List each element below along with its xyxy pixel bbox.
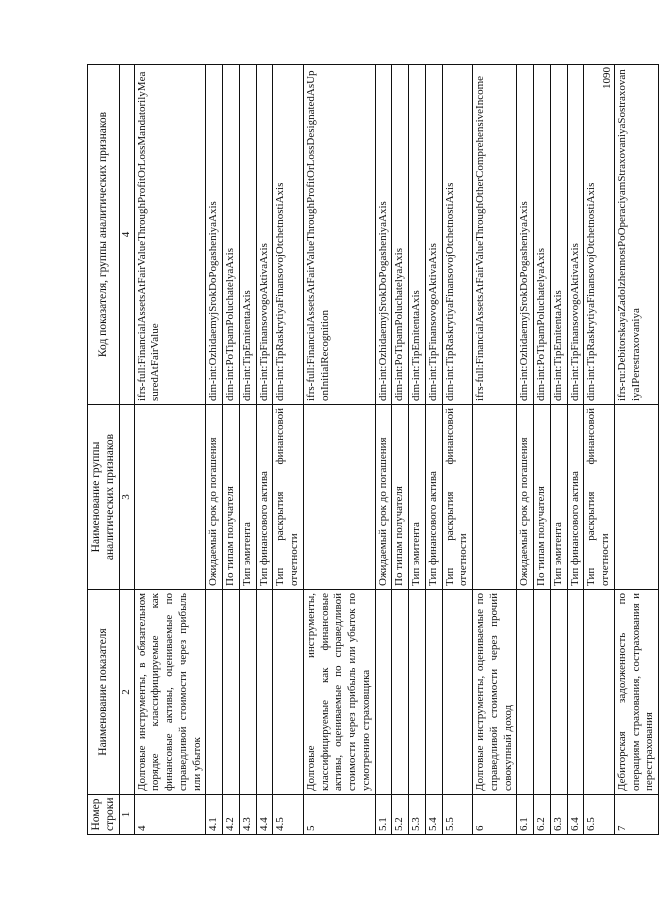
group-name-cell: Тип раскрытия финансовой отчетности <box>584 405 615 590</box>
indicator-code-cell: dim-int:TipRaskrytiyaFinansovojOtchetnostiAxis <box>273 65 304 405</box>
indicator-table <box>87 64 659 835</box>
table-row <box>517 65 534 835</box>
column-number: 3 <box>119 405 134 590</box>
indicator-name-cell <box>425 590 442 795</box>
indicator-name-cell <box>273 590 304 795</box>
row-number-cell: 4.3 <box>239 795 256 835</box>
indicator-code-cell: dim-int:PoTipamPoluchatelyaAxis <box>223 65 240 405</box>
group-name-cell: Тип эмитента <box>409 405 426 590</box>
indicator-code-cell: dim-int:TipFinansovogoAktivaAxis <box>256 65 273 405</box>
indicator-code-cell: dim-int:TipEmitentaAxis <box>550 65 567 405</box>
table-row <box>425 65 442 835</box>
table-row <box>584 65 615 835</box>
group-name-cell: Ожидаемый срок до погашения <box>375 405 392 590</box>
indicator-name-cell <box>584 590 615 795</box>
indicator-name-cell <box>392 590 409 795</box>
indicator-name-cell: Долговые инструменты, классифицируемые как финансовые активы, оцениваемые по справедливой стоимости через прибыль или убыток по усмотрению страховщика <box>303 590 375 795</box>
row-number-cell: 4.1 <box>206 795 223 835</box>
indicator-code-cell: dim-int:OzhidaemyjSrokDoPogasheniyaAxis <box>206 65 223 405</box>
indicator-name-cell <box>256 590 273 795</box>
indicator-name-cell <box>239 590 256 795</box>
page-number: 1090 <box>601 67 613 89</box>
row-number-cell: 5.3 <box>409 795 426 835</box>
table-row <box>392 65 409 835</box>
table-row <box>134 65 206 835</box>
header-indicator-code: Код показателя, группы аналитических признаков <box>88 65 120 405</box>
indicator-name-cell <box>223 590 240 795</box>
group-name-cell: По типам получателя <box>223 405 240 590</box>
row-number-cell: 6.2 <box>534 795 551 835</box>
row-number-cell: 5.5 <box>442 795 473 835</box>
row-number-cell: 5.1 <box>375 795 392 835</box>
indicator-code-cell: dim-int:PoTipamPoluchatelyaAxis <box>534 65 551 405</box>
table-row <box>442 65 473 835</box>
indicator-name-cell <box>534 590 551 795</box>
table-row <box>256 65 273 835</box>
indicator-code-cell: ifrs-full:FinancialAssetsAtFairValueThroughProfitOrLossDesignatedAsUponInitialRecognition <box>303 65 375 405</box>
indicator-name-cell <box>550 590 567 795</box>
indicator-name-cell <box>409 590 426 795</box>
table-row <box>375 65 392 835</box>
row-number-cell: 4.4 <box>256 795 273 835</box>
indicator-code-cell: ifrs-full:FinancialAssetsAtFairValueThroughProfitOrLossMandatorilyMeasuredAtFairValue <box>134 65 206 405</box>
table-row <box>614 65 658 835</box>
row-number-cell: 5.2 <box>392 795 409 835</box>
group-name-cell: По типам получателя <box>392 405 409 590</box>
group-name-cell <box>473 405 517 590</box>
table-row <box>567 65 584 835</box>
group-name-cell: Тип раскрытия финансовой отчетности <box>273 405 304 590</box>
group-name-cell: Тип эмитента <box>239 405 256 590</box>
row-number-cell: 6.3 <box>550 795 567 835</box>
indicator-name-cell <box>567 590 584 795</box>
group-name-cell: Тип финансового актива <box>567 405 584 590</box>
row-number-cell: 5.4 <box>425 795 442 835</box>
row-number-cell: 6.5 <box>584 795 615 835</box>
indicator-code-cell: ifrs-full:FinancialAssetsAtFairValueThroughOtherComprehensiveIncome <box>473 65 517 405</box>
column-number-row <box>119 65 134 835</box>
header-indicator-name: Наименование показателя <box>88 590 120 795</box>
indicator-name-cell <box>442 590 473 795</box>
indicator-name-cell: Долговые инструменты, в обязательном порядке классифицируемые как финансовые активы, оцениваемые по справедливой стоимости через прибыль или убыток <box>134 590 206 795</box>
indicator-name-cell <box>206 590 223 795</box>
group-name-cell: Ожидаемый срок до погашения <box>517 405 534 590</box>
header-group-name: Наименование группы аналитических признаков <box>88 405 120 590</box>
table-row <box>473 65 517 835</box>
row-number-cell: 6.1 <box>517 795 534 835</box>
column-number: 4 <box>119 65 134 405</box>
table-row <box>206 65 223 835</box>
row-number-cell: 4 <box>134 795 206 835</box>
indicator-code-cell: dim-int:PoTipamPoluchatelyaAxis <box>392 65 409 405</box>
column-number: 2 <box>119 590 134 795</box>
table-row <box>550 65 567 835</box>
indicator-code-cell: dim-int:TipRaskrytiyaFinansovojOtchetnostiAxis <box>442 65 473 405</box>
group-name-cell <box>614 405 658 590</box>
group-name-cell <box>303 405 375 590</box>
row-number-cell: 6.4 <box>567 795 584 835</box>
group-name-cell <box>134 405 206 590</box>
row-number-cell: 4.5 <box>273 795 304 835</box>
row-number-cell: 6 <box>473 795 517 835</box>
group-name-cell: По типам получателя <box>534 405 551 590</box>
row-number-cell: 7 <box>614 795 658 835</box>
group-name-cell: Тип раскрытия финансовой отчетности <box>442 405 473 590</box>
group-name-cell: Ожидаемый срок до погашения <box>206 405 223 590</box>
indicator-code-cell: dim-int:TipEmitentaAxis <box>239 65 256 405</box>
indicator-code-cell: dim-int:TipFinansovogoAktivaAxis <box>425 65 442 405</box>
indicator-code-cell: dim-int:TipEmitentaAxis <box>409 65 426 405</box>
indicator-name-cell <box>375 590 392 795</box>
table-row <box>223 65 240 835</box>
table-row <box>239 65 256 835</box>
indicator-name-cell <box>517 590 534 795</box>
table-body <box>134 65 659 835</box>
group-name-cell: Тип эмитента <box>550 405 567 590</box>
row-number-cell: 4.2 <box>223 795 240 835</box>
indicator-name-cell: Дебиторская задолженность по операциям страхования, сострахования и перестрахования <box>614 590 658 795</box>
table-row <box>534 65 551 835</box>
group-name-cell: Тип финансового актива <box>256 405 273 590</box>
group-name-cell: Тип финансового актива <box>425 405 442 590</box>
table-row <box>303 65 375 835</box>
indicator-code-cell: dim-int:OzhidaemyjSrokDoPogasheniyaAxis <box>517 65 534 405</box>
indicator-code-cell: dim-int:TipRaskrytiyaFinansovojOtchetnostiAxis <box>584 65 615 405</box>
indicator-code-cell: ifrs-ru:DebitorskayaZadolzhennostPoOperaciyamStraxovaniyaSostraxovaniyaIPerestraxovaniya <box>614 65 658 405</box>
row-number-cell: 5 <box>303 795 375 835</box>
table-row <box>273 65 304 835</box>
column-number: 1 <box>119 795 134 835</box>
indicator-code-cell: dim-int:OzhidaemyjSrokDoPogasheniyaAxis <box>375 65 392 405</box>
indicator-name-cell: Долговые инструменты, оцениваемые по справедливой стоимости через прочий совокупный доход <box>473 590 517 795</box>
table-row <box>409 65 426 835</box>
header-row-number: Номер строки <box>88 795 120 835</box>
table-header-row <box>88 65 120 835</box>
indicator-code-cell: dim-int:TipFinansovogoAktivaAxis <box>567 65 584 405</box>
